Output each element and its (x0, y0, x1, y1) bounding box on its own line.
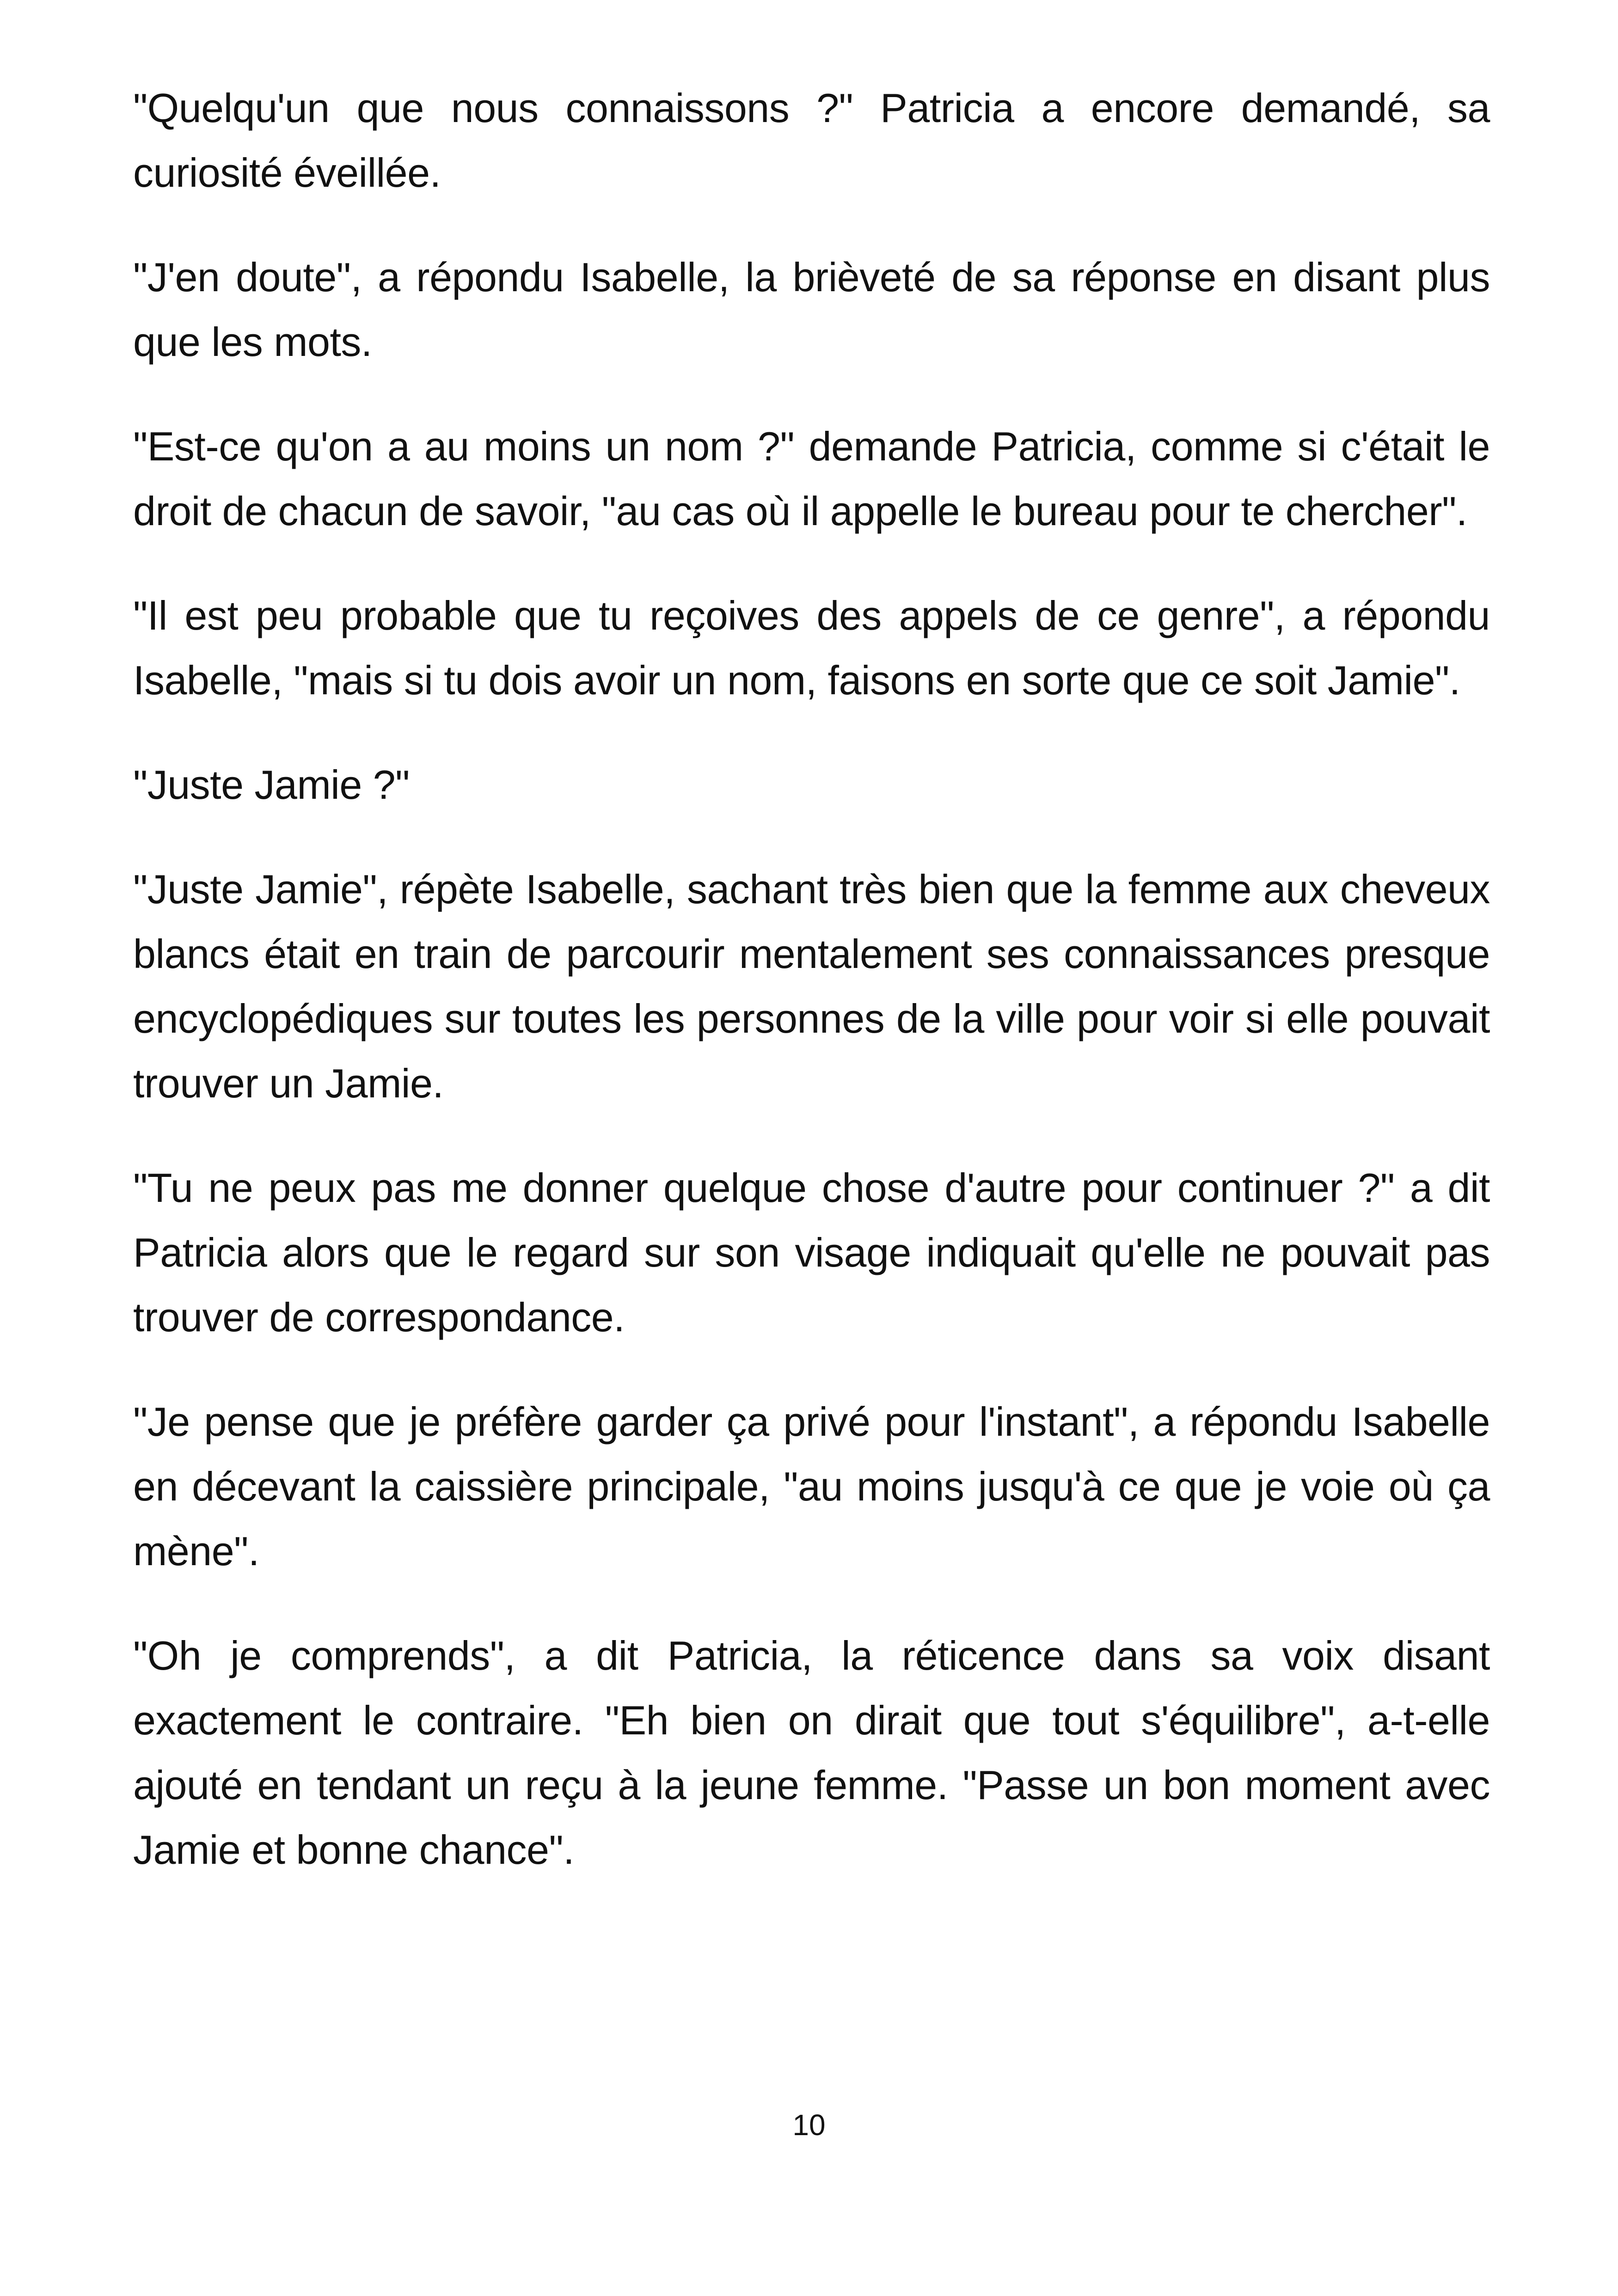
paragraph: "Je pense que je préfère garder ça privé pour l'instant", a répondu Isabelle en décevant la caissière principale, "au moins jusqu'à ce que je voie où ça mène". (133, 1399, 1490, 1574)
paragraph: "J'en doute", a répondu Isabelle, la brièveté de sa réponse en disant plus que les mots. (133, 254, 1490, 365)
paragraph: "Oh je comprends", a dit Patricia, la réticence dans sa voix disant exactement le contraire. "Eh bien on dirait que tout s'équilibre", a-t-elle ajouté en tendant un reçu à la jeune femme. "Passe un bon moment avec Jamie et bonne chance". (133, 1633, 1490, 1873)
body-text (133, 76, 1490, 1922)
page-number: 10 (792, 2108, 826, 2142)
paragraph: "Juste Jamie ?" (133, 762, 410, 808)
paragraph: "Tu ne peux pas me donner quelque chose d'autre pour continuer ?" a dit Patricia alors que le regard sur son visage indiquait qu'elle ne pouvait pas trouver de correspondance. (133, 1165, 1490, 1340)
paragraph: "Est-ce qu'on a au moins un nom ?" demande Patricia, comme si c'était le droit de chacun de savoir, "au cas où il appelle le bureau pour te chercher". (133, 423, 1490, 534)
paragraph: "Quelqu'un que nous connaissons ?" Patricia a encore demandé, sa curiosité éveillée. (133, 85, 1490, 196)
paragraph: "Juste Jamie", répète Isabelle, sachant très bien que la femme aux cheveux blancs était en train de parcourir mentalement ses connaissances presque encyclopédiques sur toutes les personnes de la ville pour voir si elle pouvait trouver un Jamie. (133, 866, 1490, 1106)
paragraph: "Il est peu probable que tu reçoives des appels de ce genre", a répondu Isabelle, "mais si tu dois avoir un nom, faisons en sorte que ce soit Jamie". (133, 593, 1490, 703)
